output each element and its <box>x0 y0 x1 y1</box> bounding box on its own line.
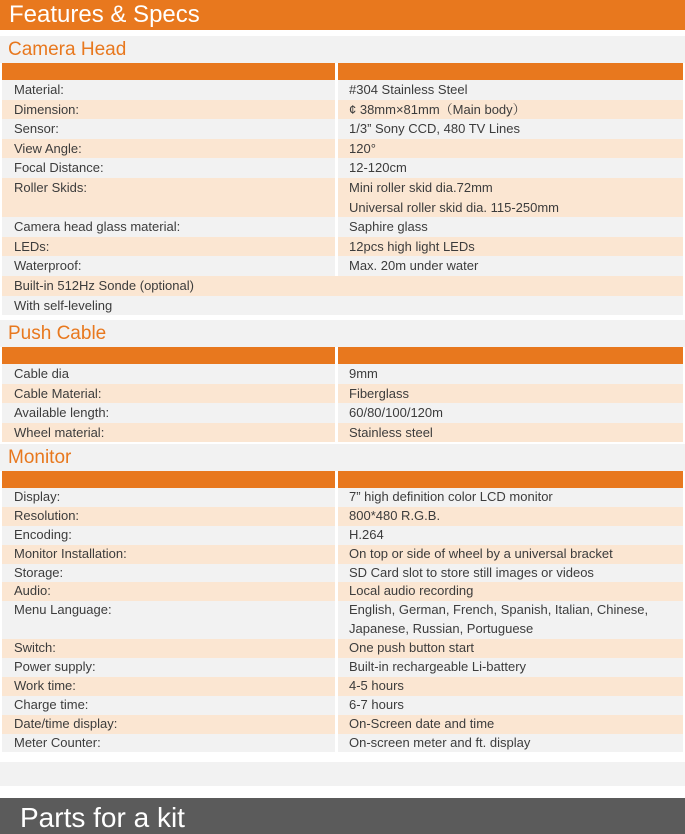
spec-label: Wheel material: <box>2 423 335 443</box>
spec-value <box>338 139 683 159</box>
spec-value <box>338 582 683 601</box>
spec-row <box>2 677 683 696</box>
spec-label: Cable dia <box>2 364 335 384</box>
spec-label: Power supply: <box>2 658 335 677</box>
spec-row <box>2 715 683 734</box>
spec-value <box>338 158 683 178</box>
spec-row <box>2 119 683 139</box>
section-title: Monitor <box>0 444 685 471</box>
spec-label: Menu Language: <box>2 601 335 639</box>
spec-value-line: H.264 <box>349 526 384 542</box>
spec-row <box>2 178 683 217</box>
spec-row <box>2 100 683 120</box>
spec-label: Sensor: <box>2 119 335 139</box>
spec-value-line: Local audio recording <box>349 583 474 599</box>
spec-value <box>338 545 683 564</box>
spec-value-line: 4-5 hours <box>349 677 404 693</box>
spec-value-line: 120° <box>349 140 376 156</box>
spec-value-line: 6-7 hours <box>349 696 404 712</box>
push-cable-section <box>0 320 685 442</box>
spec-value <box>338 403 683 423</box>
spec-row <box>2 423 683 443</box>
spec-value-line: Mini roller skid dia.72mm <box>349 179 493 195</box>
spec-row <box>2 639 683 658</box>
kit-title: Parts for a kit <box>0 798 685 834</box>
spec-row <box>2 582 683 601</box>
spec-label: Cable Material: <box>2 384 335 404</box>
spec-value <box>338 256 683 276</box>
spec-value-line: On-Screen date and time <box>349 715 495 731</box>
spec-value <box>338 237 683 257</box>
spec-label: Date/time display: <box>2 715 335 734</box>
spec-value <box>338 734 683 753</box>
table-header-bar <box>2 63 683 80</box>
spec-label: Switch: <box>2 639 335 658</box>
spec-value-line: 9mm <box>349 366 378 381</box>
spec-row <box>2 734 683 753</box>
spec-label: Waterproof: <box>2 256 335 276</box>
spec-value-line: SD Card slot to store still images or videos <box>349 564 594 580</box>
spec-label: LEDs: <box>2 237 335 257</box>
spec-label: Built-in 512Hz Sonde (optional) <box>2 276 683 296</box>
spec-value-line: 12pcs high light LEDs <box>349 238 475 254</box>
spec-row <box>2 256 683 276</box>
spec-label: Audio: <box>2 582 335 601</box>
spec-label: Resolution: <box>2 507 335 526</box>
spec-value <box>338 526 683 545</box>
camera-head-section <box>0 36 685 315</box>
spec-value <box>338 384 683 404</box>
spec-value-line: Fiberglass <box>349 385 409 401</box>
spec-value-line: ¢ 38mm×81mm（Main body） <box>349 101 526 117</box>
spec-row <box>2 158 683 178</box>
spec-row <box>2 276 683 296</box>
spec-row <box>2 237 683 257</box>
spec-value <box>338 80 683 100</box>
spec-value <box>338 364 683 384</box>
spec-row <box>2 507 683 526</box>
section-title: Camera Head <box>0 36 685 63</box>
spec-label: Roller Skids: <box>2 178 335 217</box>
spec-value <box>338 119 683 139</box>
spec-row <box>2 364 683 384</box>
spec-label: Focal Distance: <box>2 158 335 178</box>
spec-row <box>2 217 683 237</box>
spec-value-line: #304 Stainless Steel <box>349 82 468 97</box>
spec-value <box>338 696 683 715</box>
spec-row <box>2 696 683 715</box>
spec-value-line: Universal roller skid dia. 115-250mm <box>349 199 560 215</box>
spec-value-line: On top or side of wheel by a universal bracket <box>349 545 613 561</box>
spec-label: Monitor Installation: <box>2 545 335 564</box>
spec-label: Camera head glass material: <box>2 217 335 237</box>
spec-value <box>338 178 683 217</box>
spec-label: Encoding: <box>2 526 335 545</box>
spec-label: Meter Counter: <box>2 734 335 753</box>
spec-row <box>2 545 683 564</box>
spec-row <box>2 139 683 159</box>
spec-value-line: On-screen meter and ft. display <box>349 734 531 750</box>
footer-spacer <box>0 762 685 786</box>
spec-value <box>338 601 683 639</box>
spec-value-line: Stainless steel <box>349 424 433 440</box>
spec-row <box>2 526 683 545</box>
spec-row <box>2 601 683 639</box>
spec-value <box>338 677 683 696</box>
spec-value <box>338 564 683 583</box>
spec-value-line: One push button start <box>349 640 475 656</box>
spec-row <box>2 296 683 316</box>
spec-label: With self-leveling <box>2 296 683 316</box>
spec-label: Charge time: <box>2 696 335 715</box>
table-header-bar <box>2 471 683 488</box>
spec-value <box>338 507 683 526</box>
spec-value <box>338 715 683 734</box>
spec-label: Storage: <box>2 564 335 583</box>
spec-value-line: Built-in rechargeable Li-battery <box>349 659 527 675</box>
spec-row <box>2 488 683 507</box>
monitor-section <box>0 444 685 752</box>
spec-row <box>2 80 683 100</box>
spec-value-line: 12-120cm <box>349 160 407 176</box>
table-header-bar <box>2 347 683 364</box>
spec-row <box>2 658 683 677</box>
spec-label: Material: <box>2 80 335 100</box>
spec-label: Available length: <box>2 403 335 423</box>
spec-label: Display: <box>2 488 335 507</box>
spec-value-line: Max. 20m under water <box>349 258 479 274</box>
spec-row <box>2 403 683 423</box>
spec-value-line: Saphire glass <box>349 219 428 235</box>
spec-value <box>338 423 683 443</box>
section-title: Push Cable <box>0 320 685 347</box>
spec-label: Dimension: <box>2 100 335 120</box>
spec-value-line: 1/3” Sony CCD, 480 TV Lines <box>349 121 521 137</box>
spec-row <box>2 564 683 583</box>
spec-value <box>338 639 683 658</box>
page-title: Features & Specs <box>0 0 685 30</box>
spec-value-line: Japanese, Russian, Portuguese <box>349 621 534 637</box>
spec-value-line: English, German, French, Spanish, Italian, Chinese, <box>349 602 649 618</box>
spec-value-line: 7” high definition color LCD monitor <box>349 489 553 504</box>
spec-row <box>2 384 683 404</box>
spec-value <box>338 217 683 237</box>
spec-value-line: 800*480 R.G.B. <box>349 507 441 523</box>
spec-value <box>338 100 683 120</box>
spec-value <box>338 658 683 677</box>
spec-label: View Angle: <box>2 139 335 159</box>
spec-value <box>338 488 683 507</box>
spec-label: Work time: <box>2 677 335 696</box>
spec-value-line: 60/80/100/120m <box>349 405 443 421</box>
